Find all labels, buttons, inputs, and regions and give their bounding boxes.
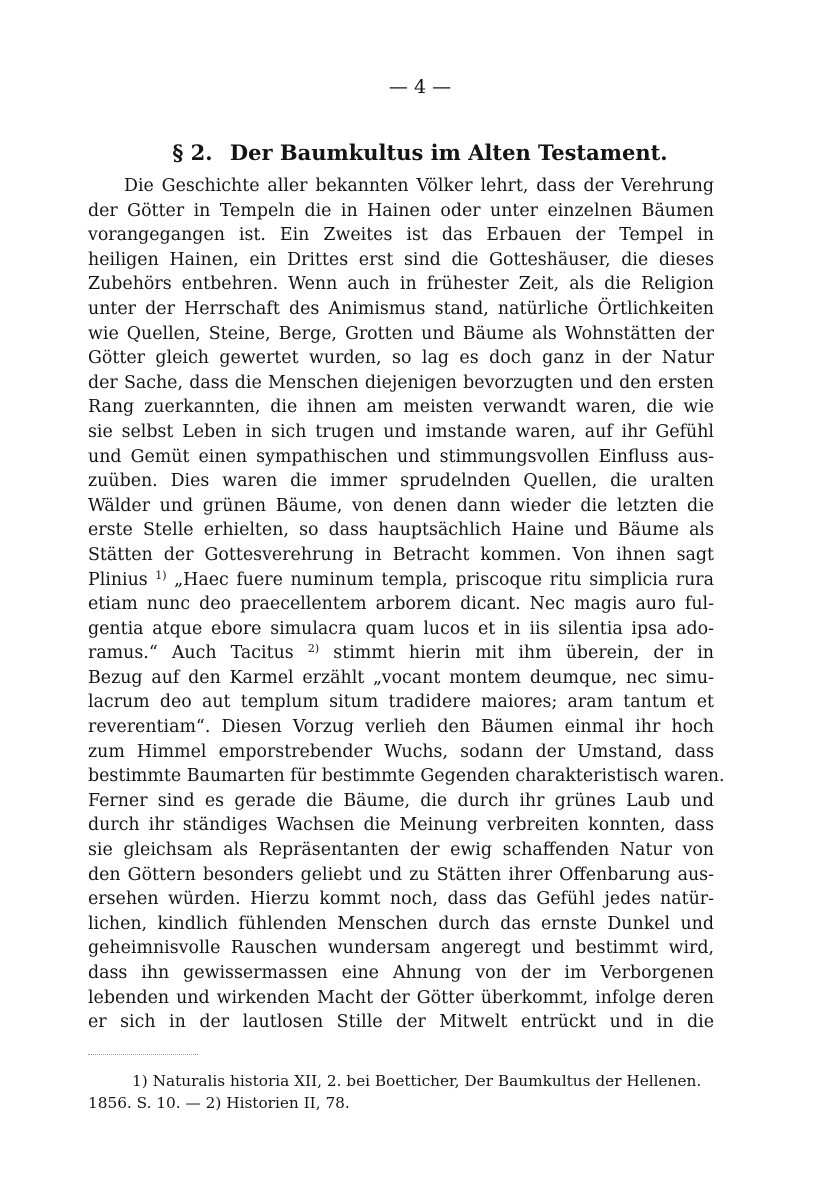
body-line: Ferner sind es gerade die Bäume, die durch ihr grünes Laub und bbox=[88, 790, 714, 811]
body-line: reverentiam“. Diesen Vorzug verlieh den Bäumen einmal ihr hoch bbox=[88, 717, 714, 738]
line-text: „Haec fuere numinum templa, priscoque ritu simplicia rura bbox=[166, 569, 714, 590]
body-line: sie gleichsam als Repräsentanten der ewig schaffenden Natur von bbox=[88, 840, 714, 861]
line-text: stimmt hierin mit ihm überein, der in bbox=[319, 643, 714, 664]
body-line: durch ihr ständiges Wachsen die Meinung verbreiten konnten, dass bbox=[88, 815, 714, 836]
body-line: erste Stelle erhielten, so dass hauptsächlich Haine und Bäume als bbox=[88, 520, 714, 541]
body-line bbox=[88, 568, 714, 593]
footnote-ref: 1) bbox=[155, 568, 167, 582]
body-line: lichen, kindlich fühlenden Menschen durch das ernste Dunkel und bbox=[88, 913, 714, 934]
body-line: ersehen würden. Hierzu kommt noch, dass das Gefühl jedes natür- bbox=[88, 889, 714, 910]
body-line: gentia atque ebore simulacra quam lucos et in iis silentia ipsa ado- bbox=[88, 618, 714, 639]
body-line: und Gemüt einen sympathischen und stimmungsvollen Einfluss aus- bbox=[88, 446, 714, 467]
line-text: Plinius bbox=[88, 569, 156, 590]
body-line: er sich in der lautlosen Stille der Mitwelt entrückt und in die bbox=[88, 1012, 714, 1033]
body-line: Götter gleich gewertet wurden, so lag es doch ganz in der Natur bbox=[88, 348, 714, 369]
body-line: den Göttern besonders geliebt und zu Stätten ihrer Offenbarung aus- bbox=[88, 864, 714, 885]
body-line: unter der Herrschaft des Animismus stand, natürliche Örtlichkeiten bbox=[88, 298, 714, 319]
body-line: Stätten der Gottesverehrung in Betracht kommen. Von ihnen sagt bbox=[88, 544, 714, 565]
body-line: Die Geschichte aller bekannten Völker lehrt, dass der Verehrung bbox=[124, 176, 714, 196]
line-text: ramus.“ Auch Tacitus bbox=[88, 643, 308, 664]
footnote-line: 1856. S. 10. — 2) Historien II, 78. bbox=[88, 1094, 350, 1112]
page-number: — 4 — bbox=[388, 76, 452, 98]
body-line: etiam nunc deo praecellentem arborem dicant. Nec magis auro ful- bbox=[88, 594, 714, 615]
body-line: Zubehörs entbehren. Wenn auch in frühester Zeit, als die Religion bbox=[88, 274, 714, 295]
body-line: der Sache, dass die Menschen diejenigen bevorzugten und den ersten bbox=[88, 372, 714, 393]
body-line: Wälder und grünen Bäume, von denen dann wieder die letzten die bbox=[88, 495, 714, 516]
footnote-ref: 2) bbox=[307, 642, 320, 656]
body-line: der Götter in Tempeln die in Hainen oder unter einzelnen Bäumen bbox=[88, 200, 714, 221]
body-line: zuüben. Dies waren die immer sprudelnden Quellen, die uralten bbox=[88, 471, 714, 492]
footnote-divider bbox=[88, 1054, 198, 1055]
body-line: sie selbst Leben in sich trugen und imstande waren, auf ihr Gefühl bbox=[88, 421, 714, 442]
body-line: lacrum deo aut templum situm tradidere maiores; aram tantum et bbox=[88, 692, 714, 713]
body-line: bestimmte Baumarten für bestimmte Gegenden charakteristisch waren. bbox=[88, 766, 725, 787]
section-heading bbox=[0, 140, 840, 165]
body-text bbox=[88, 174, 725, 1035]
body-line bbox=[88, 641, 714, 666]
footnotes bbox=[88, 1070, 714, 1114]
body-line: dass ihn gewissermassen eine Ahnung von der im Verborgenen bbox=[88, 963, 714, 983]
body-line: zum Himmel emporstrebender Wuchs, sodann der Umstand, dass bbox=[88, 741, 714, 762]
body-line: geheimnisvolle Rauschen wundersam angeregt und bestimmt wird, bbox=[88, 938, 714, 959]
body-line: Rang zuerkannten, die ihnen am meisten verwandt waren, die wie bbox=[88, 397, 714, 418]
body-line: wie Quellen, Steine, Berge, Grotten und Bäume als Wohnstätten der bbox=[88, 323, 714, 344]
body-line: Bezug auf den Karmel erzählt „vocant montem deumque, nec simu- bbox=[88, 667, 714, 688]
section-title: Der Baumkultus im Alten Testament. bbox=[229, 140, 668, 165]
body-line: heiligen Hainen, ein Drittes erst sind die Gotteshäuser, die dieses bbox=[88, 249, 714, 270]
body-line: vorangegangen ist. Ein Zweites ist das Erbauen der Tempel in bbox=[88, 225, 714, 246]
body-line: lebenden und wirkenden Macht der Götter überkommt, infolge deren bbox=[88, 987, 714, 1008]
section-number: § 2. bbox=[172, 140, 213, 165]
footnote-line: 1) Naturalis historia XII, 2. bei Boetticher, Der Baumkultus der Hellenen. bbox=[132, 1072, 702, 1090]
